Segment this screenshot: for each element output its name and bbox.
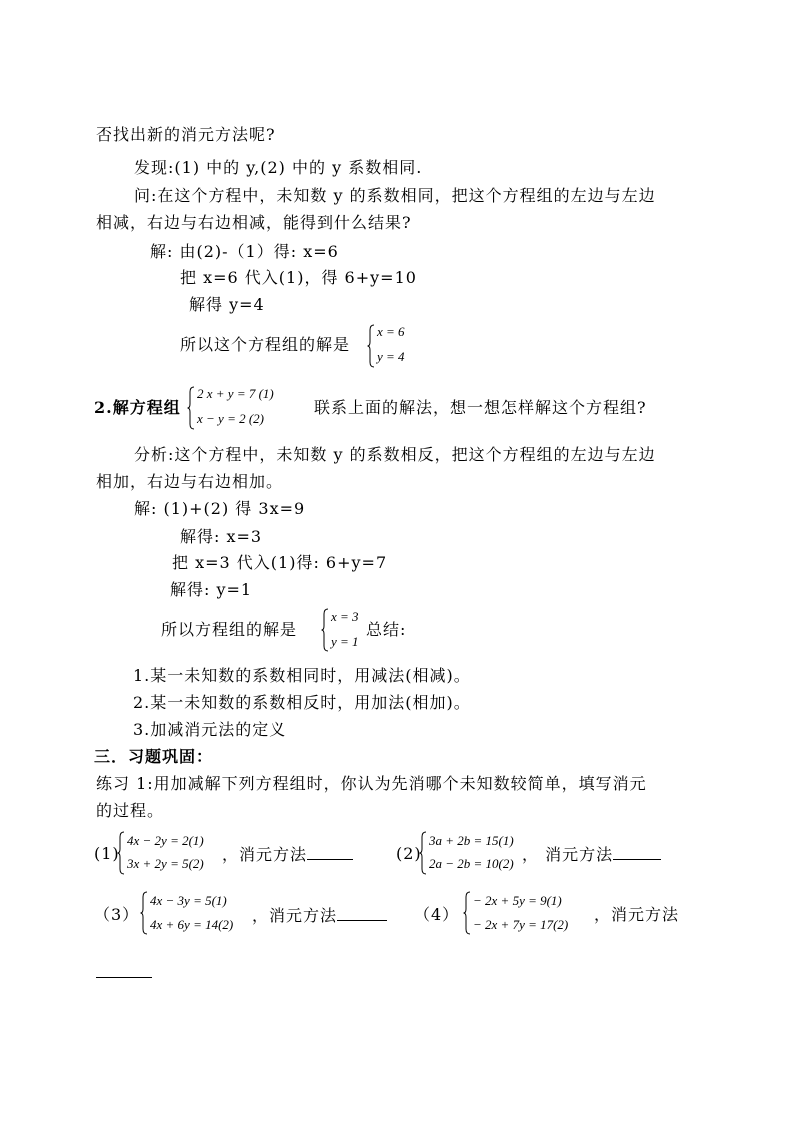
equation: 2a − 2b = 10(2): [429, 856, 514, 871]
exercise-prompt: ， 消元方法: [522, 845, 614, 864]
answer-blank[interactable]: [96, 977, 152, 978]
equation: 3x + 2y = 5(2): [127, 856, 204, 871]
text-line: 相减，右边与右边相减，能得到什么结果?: [96, 213, 412, 232]
equation: x − y = 2 (2): [197, 411, 264, 426]
exercise-text: [522, 843, 661, 866]
text-line: 联系上面的解法，想一想怎样解这个方程组?: [314, 398, 647, 417]
summary-item: 2.某一未知数的系数相反时，用加法(相加)。: [133, 693, 471, 712]
text-line: 练习 1:用加减解下列方程组时，你认为先消哪个未知数较简单，填写消元: [96, 774, 647, 793]
text-line: 发现:(1) 中的 y,(2) 中的 y 系数相同.: [134, 158, 423, 177]
text-line: 否找出新的消元方法呢?: [96, 125, 276, 144]
solution-line: 所以这个方程组的解是: [180, 335, 351, 354]
exercise-prompt: ，消元方法: [252, 906, 338, 925]
section-heading: 三．习题巩固：: [94, 747, 214, 766]
equation: 2 x + y = 7 (1): [197, 386, 274, 401]
exercise-label: （3）: [94, 905, 140, 924]
equation: 4x + 6y = 14(2): [150, 917, 234, 932]
exercise-prompt: ，消元方法: [222, 845, 308, 864]
exercise-label: (2): [396, 844, 422, 863]
exercise-text: [252, 904, 387, 927]
equation: 3a + 2b = 15(1): [429, 833, 514, 848]
solution-line: 解: (1)+(2) 得 3x=9: [134, 499, 306, 518]
summary-item: 1.某一未知数的系数相同时，用减法(相减)。: [133, 666, 471, 685]
solution-line: 把 x=6 代入(1)，得 6+y=10: [180, 268, 417, 287]
equation: − 2x + 7y = 17(2): [473, 917, 569, 932]
text-line: 分析:这个方程中，未知数 y 的系数相反，把这个方程组的左边与左边: [134, 445, 656, 464]
answer-blank[interactable]: [307, 843, 353, 860]
solution-line: 解得: y=1: [170, 580, 253, 599]
text-line: 总结:: [366, 620, 407, 639]
equation: x = 3: [331, 609, 359, 624]
equation: y = 4: [377, 349, 405, 364]
equation: − 2x + 5y = 9(1): [473, 893, 562, 908]
solution-line: 把 x=3 代入(1)得: 6+y=7: [172, 553, 388, 572]
equation: y = 1: [331, 634, 359, 649]
exercise-label: （4）: [414, 905, 460, 924]
problem-label: 2.解方程组: [94, 398, 181, 417]
brace-icon: [321, 608, 328, 652]
summary-item: 3.加减消元法的定义: [133, 720, 287, 739]
brace-icon: [367, 324, 374, 368]
equation: x = 6: [377, 324, 405, 339]
brace-icon: [419, 831, 426, 875]
equation: 4x − 3y = 5(1): [150, 893, 227, 908]
text-line: 相加，右边与右边相加。: [96, 472, 284, 491]
solution-line: 解得: x=3: [180, 527, 263, 546]
brace-icon: [187, 386, 194, 430]
exercise-label: (1): [94, 844, 120, 863]
brace-icon: [140, 891, 147, 935]
equation: 4x − 2y = 2(1): [127, 833, 204, 848]
brace-icon: [463, 891, 470, 935]
exercise-text: [222, 843, 353, 866]
answer-blank[interactable]: [337, 904, 387, 921]
brace-icon: [117, 831, 124, 875]
answer-blank[interactable]: [613, 843, 661, 860]
solution-line: 解: 由(2)-（1）得: x=6: [150, 242, 339, 261]
text-line: 的过程。: [96, 801, 165, 820]
exercise-text: ，消元方法: [594, 905, 680, 924]
solution-line: 所以方程组的解是: [161, 620, 298, 639]
text-line: 问:在这个方程中，未知数 y 的系数相同，把这个方程组的左边与左边: [134, 186, 656, 205]
solution-line: 解得 y=4: [189, 295, 265, 314]
